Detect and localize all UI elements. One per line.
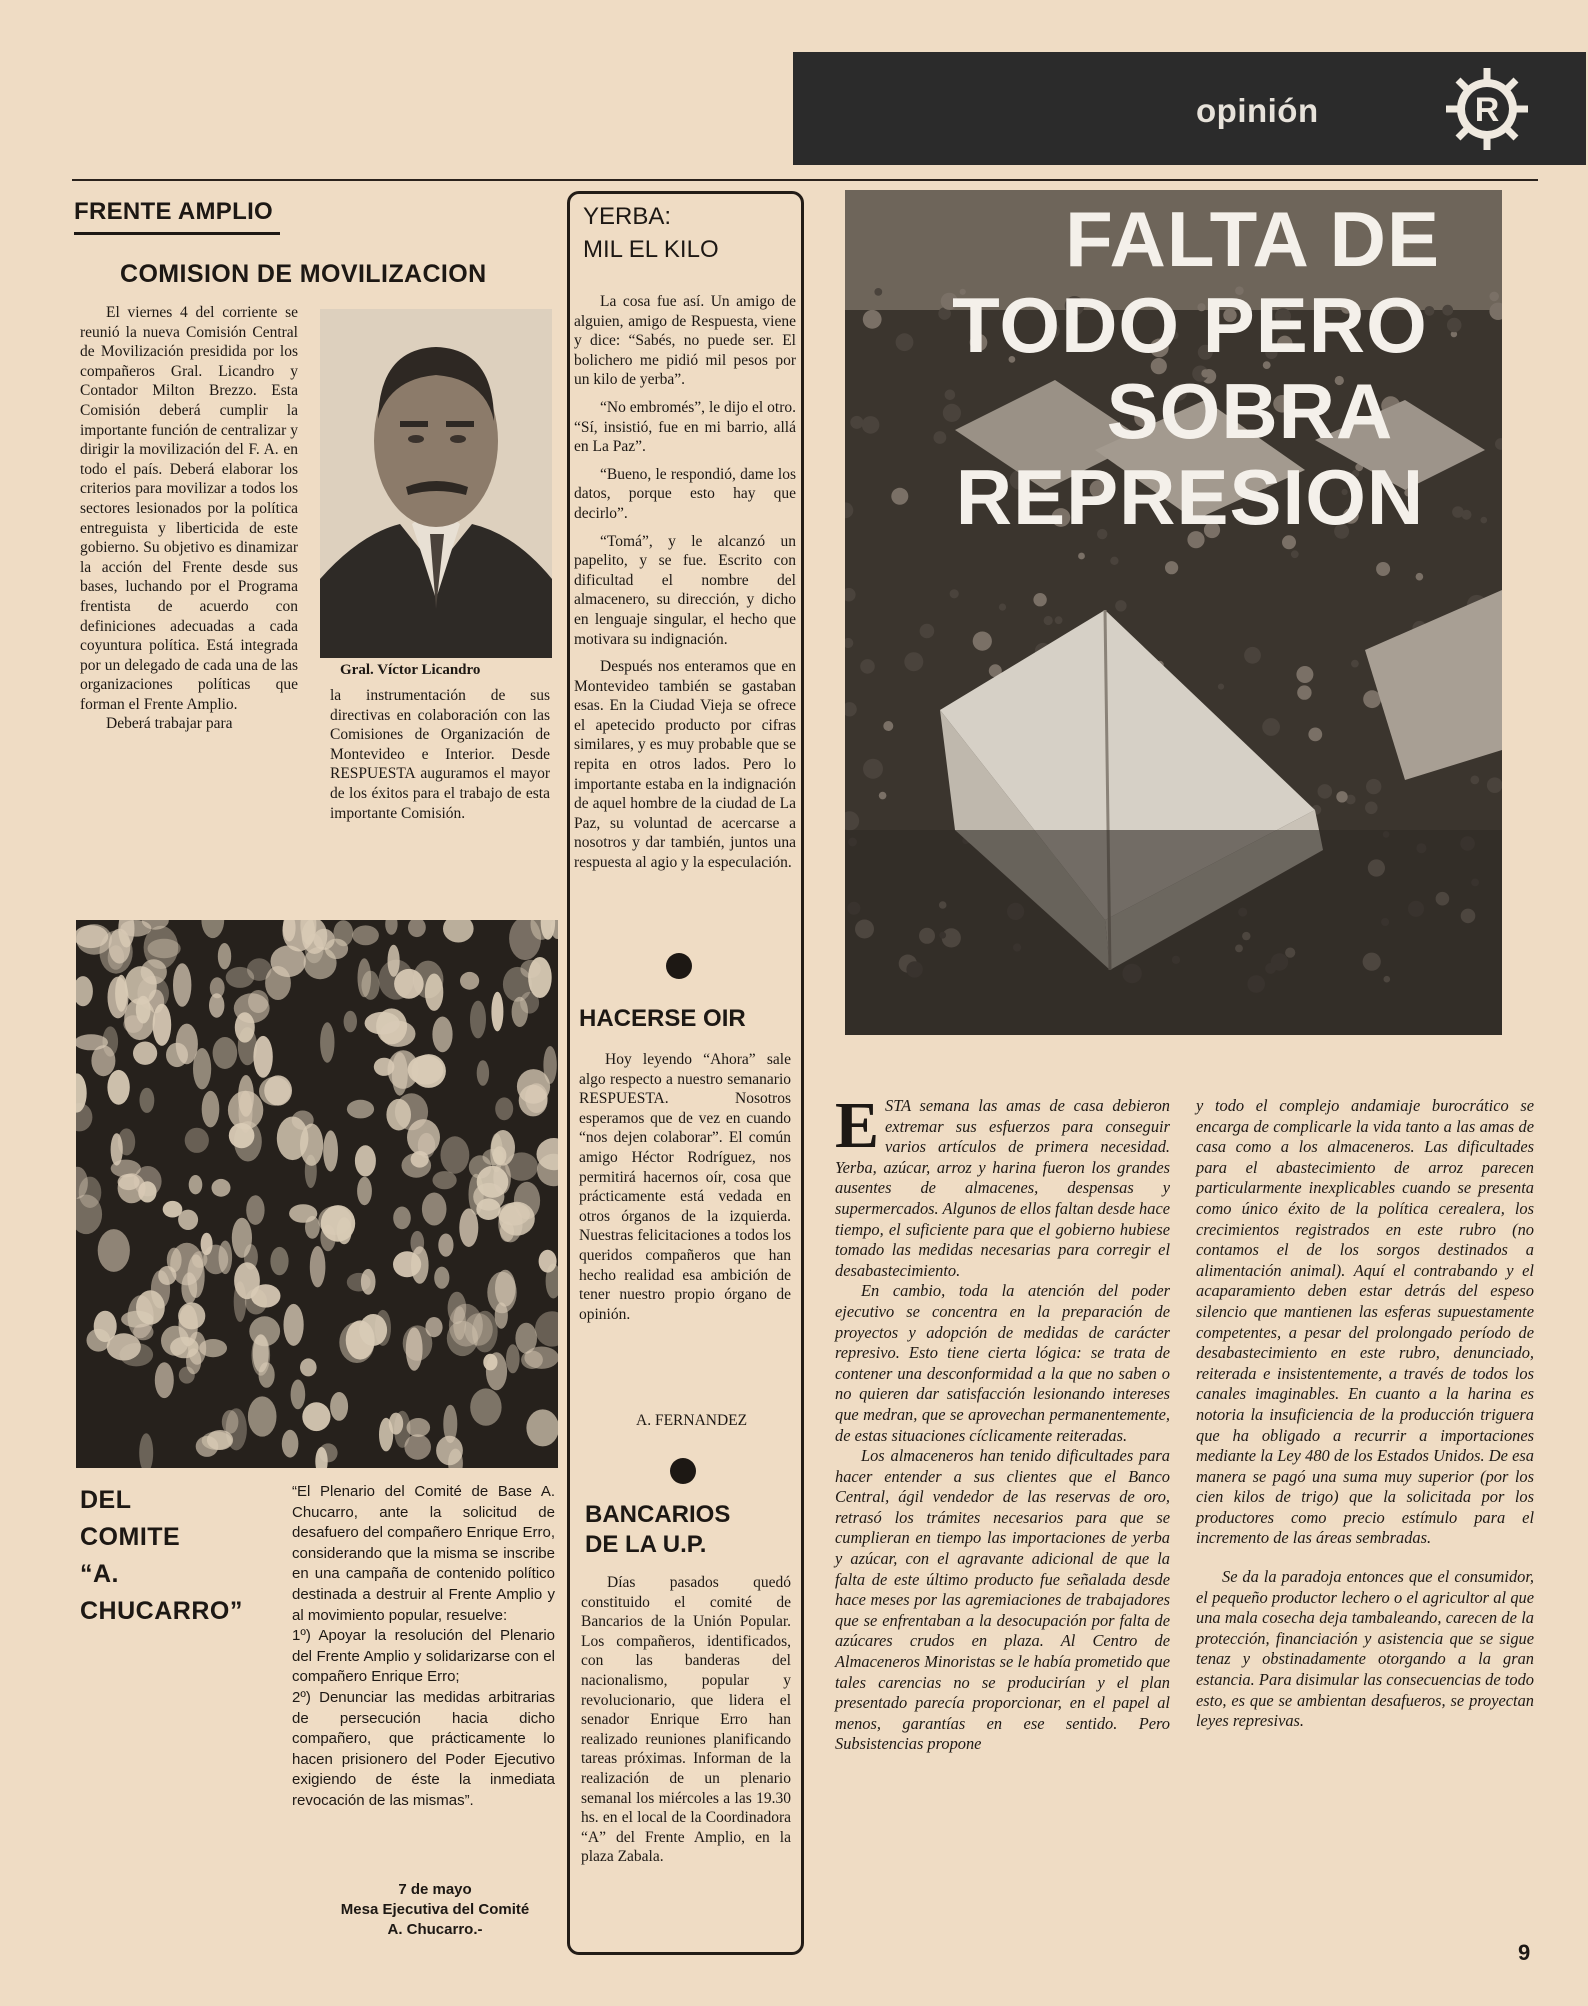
yerba-body: La cosa fue así. Un amigo de alguien, amigo de Respuesta, viene y dice: “Sabés, no puede ser. El bolichero me pidió mil pesos por un kilo de yerba”. “No embromés”, le dijo el otro. “Sí, insistió, fue en mi barrio, allá en La Paz”. “Bueno, le respondió, dame los datos, porque esto hay que decirlo”. “Tomá”, y le alcanzó un papelito, y se fue. Escrito con dificultad el nombre del almacenero, su dirección, y dicho en lenguaje singular, el hecho que motivara su indignación. Después nos enteramos que en Montevideo también se gastaban esas. En la Ciudad Vieja se ofrece el apetecido producto por cifras similares, y es muy probable que se repita en otros lados. Pero lo importante estaba en la indignación de aquel hombre de la ciudad de La Paz, su voluntad de acercarse a nosotros y dar también, juntos una respuesta al agio y la especulación. — [574, 293, 796, 872]
article-title-comision: COMISION DE MOVILIZACION — [120, 260, 487, 288]
section-title-frente-amplio: FRENTE AMPLIO — [74, 198, 274, 225]
separator-dot — [670, 1458, 696, 1484]
comite-title: DEL COMITE “A. CHUCARRO” — [80, 1486, 243, 1625]
section-underline — [74, 232, 280, 235]
bancarios-title: BANCARIOS DE LA U.P. — [585, 1501, 731, 1558]
page-number: 9 — [1518, 1940, 1531, 1965]
licandro-portrait-photo — [320, 309, 552, 658]
drop-cap: E — [835, 1089, 880, 1162]
crowd-photo — [76, 920, 558, 1468]
main-article-col1: ESTA semana las amas de casa debieron extremar sus esfuerzos para conseguir varios artículos de primera necesidad. Yerba, azúcar, arroz y harina fueron los grandes ausentes de almacenes, despensas y supermercados. Algunos de ellos faltan desde hace tiempo, el suficiente para que el gobierno hubiese tomado las medidas necesarias para corregir el desabastecimiento. En cambio, toda la atención del poder ejecutivo se concentra en la preparación de proyectos y adopción de medidas de carácter represivo. Esto tiene cierta lógica: se trata de contener una desconformidad a la que no saben o no quieren dar satisfacción lesionando intereses que medran, que se aprovechan permanentemente, de estas situaciones cíclicamente reiteradas. Los almaceneros han tenido dificultades para hacer entender a sus clientes que el Banco Central, ágil vendedor de las reservas de oro, retrasó los trámites necesarios para que se cumplieran en tiempo las importaciones de yerba y azúcar, con el agravante adicional de que la falta de este último producto fue señalada desde hace meses por las agremiaciones de trabajadores que se enfrentaban a la desocupación por falta de azúcares crudos en plaza. Al Centro de Almaceneros Minoristas se le había prometido que tales carencias no se producirían y el plan presentado parecía proporcionar, en el papel al menos, garantías en ese sentido. Pero Subsistencias propone — [835, 1089, 1170, 1754]
respuesta-logo-icon — [1444, 66, 1530, 152]
hacerse-oir-title: HACERSE OIR — [579, 1005, 746, 1032]
comision-body-b: la instrumentación de sus directivas en colaboración con las Comisiones de Organización de Montevideo e Interior. Desde RESPUESTA auguramos el mayor de los éxitos para el trabajo de esta importante Comisión. — [330, 687, 550, 822]
main-headline: FALTA DE TODO PERO SOBRA REPRESION — [952, 195, 1440, 541]
top-rule — [72, 179, 1538, 181]
portrait-caption: Gral. Víctor Licandro — [340, 662, 481, 678]
section-label: opinión — [1196, 92, 1319, 129]
svg-text:R: R — [1474, 91, 1500, 129]
comite-signature: 7 de mayo Mesa Ejecutiva del Comité A. Chucarro.- — [340, 1881, 530, 1938]
hacerse-oir-signature: A. FERNANDEZ — [636, 1412, 748, 1429]
hacerse-oir-body: Hoy leyendo “Ahora” sale algo respecto a nuestro semanario RESPUESTA. Nosotros esperamos que de vez en cuando “nos dejen colaborar”. El común amigo Héctor Rodríguez, nos permitirá hacernos oír, cosa que prácticamente está vedada en otros órganos de la izquierda. Nuestras felicitaciones a todos los queridos compañeros que han hecho realidad esa ambición de tener nuestro propio órgano de opinión. — [579, 1051, 791, 1323]
yerba-title: YERBA: MIL EL KILO — [583, 203, 719, 263]
separator-dot — [666, 953, 692, 979]
bancarios-body: Días pasados quedó constituido el comité de Bancarios de la Unión Popular. Los compañeros, identificados, con las banderas del nacionalismo, popular y revolucionario, que lidera el senador Enrique Erro han realizado reuniones planificando tareas próximas. Informan de la realización de un plenario semanal los miércoles a las 19.30 hs. en el local de la Coordinadora “A” del Frente Amplio, en la plaza Zabala. — [581, 1574, 791, 1866]
main-article-col2: y todo el complejo andamiaje burocrático se encarga de complicarle la vida tanto a las amas de casa como a los almaceneros. Las dificultades para el abastecimiento de arroz parecen particularmente inexplicables cuando se presenta como único éxito de la política cerealera, los crecimientos registrados en este rubro (no contamos el de los sorgos destinados a alimentación animal). Aquí el contrabando y el acaparamiento deben estar detrás del espeso silencio que mantienen las esferas supuestamente competentes, a pesar del prolongado período de desabastecimiento en este rubro, denunciado, reiterada e insistentemente, a través de todos los canales imaginables. En cuanto a la harina es notoria la insuficiencia de la producción triguera que ha obligado a recurrir a importaciones mediante la Ley 480 de los Estados Unidos. De esa manera se pagó una suma muy superior (por los cien kilos de trigo) que la solicitada por los productores como precio estímulo para el incremento de las áreas sembradas. Se da la paradoja entonces que el consumidor, el pequeño productor lechero o el agricultor al que una mala cosecha deja tambaleando, carecen de la protección, financiación y asistencia que se sigue tenaz y obstinadamente otorgando a la gran estancia. Para disimular las consecuencias de todo esto, es que se ambientan desafueros, se proyectan leyes represivas. — [1196, 1096, 1534, 1731]
comision-body-a: El viernes 4 del corriente se reunió la nueva Comisión Central de Movilización presidida por los compañeros Gral. Licandro y Contador Milton Brezzo. Esta Comisión deberá cumplir la importante función de centralizar y dirigir la movilización del F. A. en todo el país. Deberá elaborar los criterios para movilizar a todos los sectores lesionados por la política entreguista y liberticida de este gobierno. Su objetivo es dinamizar la acción del Frente desde sus bases, luchando por el Programa frentista de acuerdo con definiciones adecuadas a cada coyuntura política. Está integrada por un delegado de cada una de las organizaciones políticas que forman el Frente Amplio. Deberá trabajar para — [80, 304, 298, 733]
comite-resolution: “El Plenario del Comité de Base A. Chucarro, ante la solicitud de desafuero del compañero Enrique Erro, considerando que la misma se inscribe en una campaña de contenido político destinada a destruir al Frente Amplio y al movimiento popular, resuelve: 1º) Apoyar la resolución del Plenario del Frente Amplio y solidarizarse con el compañero Enrique Erro; 2º) Denunciar las medidas arbitrarias de persecución hacia dicho compañero, que prácticamente lo hacen prisionero del Poder Ejecutivo exigiendo de éste la inmediata revocación de las mismas”. — [292, 1483, 555, 1809]
